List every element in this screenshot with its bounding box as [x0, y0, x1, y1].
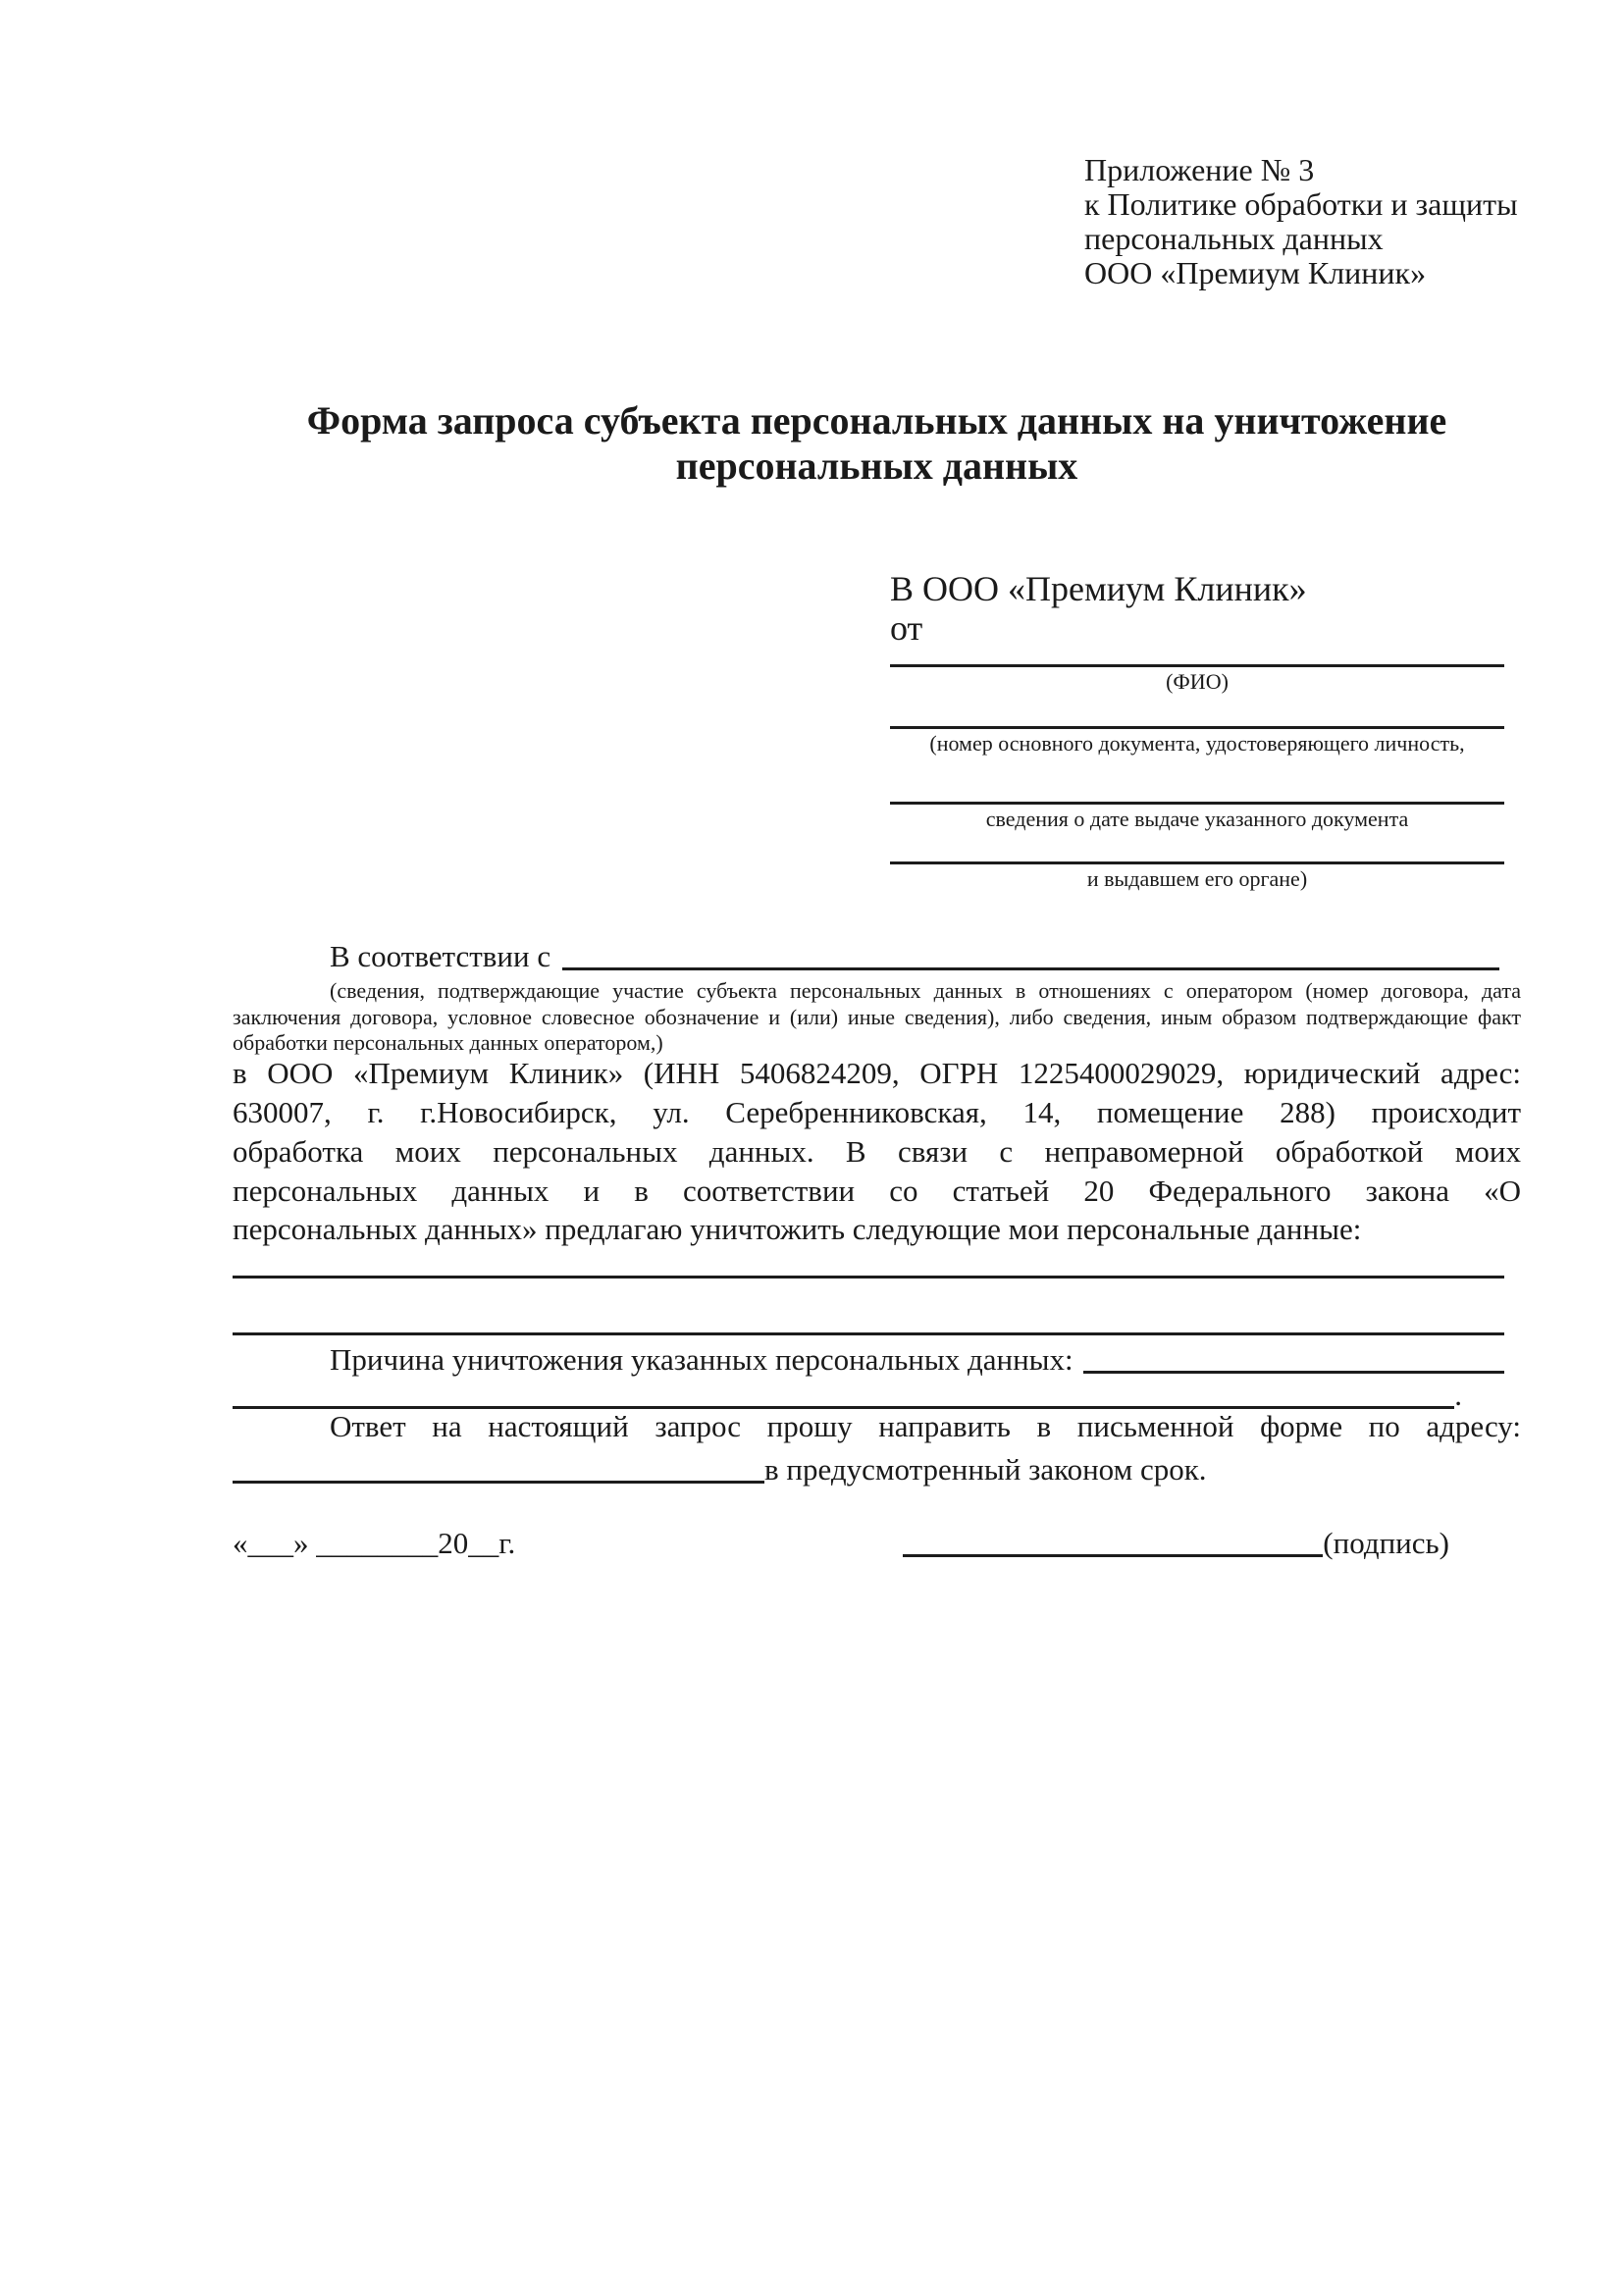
fine-print-line: заключения договора, условное словесное обозначение и (или) иные сведения), либо сведения, иным образом подтверждающие факт [233, 1005, 1521, 1029]
date-placeholder: «___» ________20__г. [233, 1526, 516, 1560]
accordance-blank-line [562, 939, 1499, 970]
personal-data-blank-line [233, 1276, 1504, 1278]
appendix-note-line: ООО «Премиум Клиник» [1084, 255, 1427, 290]
issuing-authority-blank-line [890, 861, 1504, 864]
accordance-label: В соответствии с [330, 939, 551, 973]
reason-blank-line [233, 1378, 1454, 1409]
reason-period: . [1454, 1378, 1462, 1412]
fio-blank-line [890, 664, 1504, 667]
fine-print-line: обработки персональных данных оператором,) [233, 1030, 663, 1055]
document-title-line: Форма запроса субъекта персональных данных на уничтожение [306, 398, 1447, 443]
appendix-note [1084, 153, 1518, 290]
answer-tail: в предусмотренный законом срок. [764, 1452, 1207, 1487]
main-paragraph-line: персональных данных и в соответствии со статьей 20 Федерального закона «О [233, 1174, 1521, 1208]
main-paragraph-line: обработка моих персональных данных. В связи с неправомерной обработкой моих [233, 1134, 1521, 1169]
document-number-blank-line [890, 726, 1504, 729]
issuing-authority-caption: и выдавшем его органе) [1086, 866, 1308, 891]
signature-row [903, 1526, 1449, 1561]
issue-date-caption: сведения о дате выдаче указанного документа [985, 807, 1409, 831]
answer-request-line: Ответ на настоящий запрос прошу направить в письменной форме по адресу: [330, 1409, 1521, 1443]
appendix-note-line: персональных данных [1084, 221, 1384, 256]
signature-blank-line [903, 1526, 1323, 1557]
appendix-note-line: Приложение № 3 [1084, 152, 1315, 187]
appendix-note-line: к Политике обработки и защиты [1084, 186, 1518, 222]
fio-caption: (ФИО) [1166, 669, 1229, 694]
document-title [233, 398, 1521, 489]
signature-caption: (подпись) [1323, 1526, 1449, 1560]
main-paragraph-line: персональных данных» предлагаю уничтожить следующие мои персональные данные: [233, 1212, 1362, 1246]
reason-label: Причина уничтожения указанных персональных данных: [330, 1342, 1073, 1377]
addressee-to: В ООО «Премиум Клиник» [890, 569, 1307, 608]
address-blank-line [233, 1452, 764, 1484]
main-paragraph-line: в ООО «Премиум Клиник» (ИНН 5406824209, ОГРН 1225400029029, юридический адрес: [233, 1056, 1521, 1090]
document-number-caption: (номер основного документа, удостоверяющего личность, [929, 731, 1465, 756]
accordance-row [330, 939, 1499, 974]
reason-row [330, 1342, 1504, 1378]
document-title-line: персональных данных [675, 444, 1078, 488]
answer-address-row [233, 1452, 1243, 1487]
fine-print-line: (сведения, подтверждающие участие субъекта персональных данных в отношениях с оператором (номер договора, дата [330, 978, 1521, 1003]
main-paragraph-line: 630007, г. г.Новосибирск, ул. Серебренниковская, 14, помещение 288) происходит [233, 1095, 1521, 1129]
issue-date-blank-line [890, 802, 1504, 805]
personal-data-blank-line [233, 1332, 1504, 1335]
addressee-from-label: от [890, 608, 923, 648]
reason-continuation-row [233, 1378, 1462, 1413]
reason-blank-line [1083, 1342, 1504, 1374]
